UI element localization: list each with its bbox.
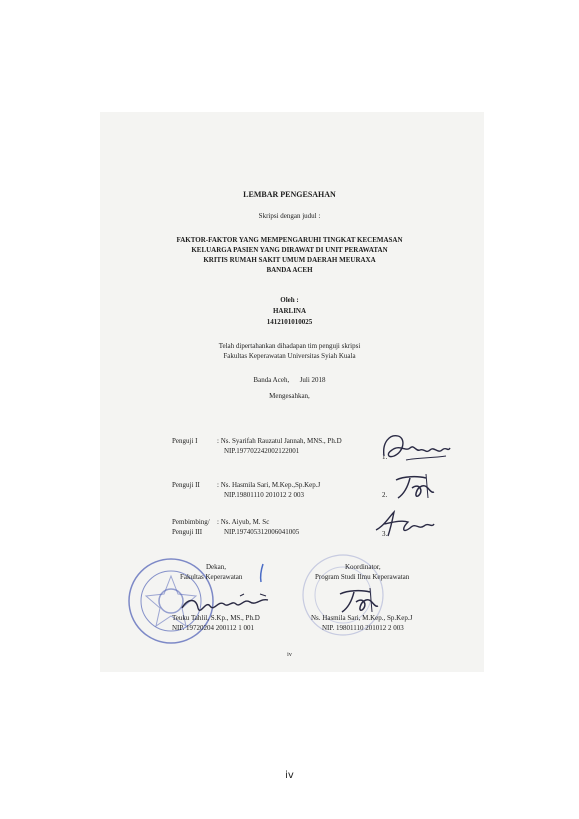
defense-line: Telah dipertahankan dihadapan tim penguji skripsi [218, 342, 361, 350]
approval-label: Mengesahkan, [269, 392, 310, 400]
author-nim: 1412101010025 [266, 318, 313, 326]
examiner-3-number: 3. [382, 530, 388, 538]
examiner-1-nip: NIP.197702242002122001 [224, 447, 300, 455]
thesis-title-line: BANDA ACEH [266, 266, 313, 274]
defense-line: Fakultas Keperawatan Universitas Syiah Kuala [223, 352, 356, 360]
by-label: Oleh : [280, 296, 299, 304]
examiner-1-name: : Ns. Syarifah Rauzatul Jannah, MNS., Ph.D [217, 437, 342, 445]
place-date: Banda Aceh, Juli 2018 [253, 376, 326, 384]
dean-nip: NIP. 19720204 200112 1 001 [172, 624, 254, 632]
examiner-2-role: Penguji II [172, 481, 200, 489]
examiner-2-name: : Ns. Hasmila Sari, M.Kep.,Sp.Kep.J [217, 481, 321, 489]
author-name: HARLINA [272, 307, 307, 315]
thesis-title-line: KRITIS RUMAH SAKIT UMUM DAERAH MEURAXA [203, 256, 376, 264]
coordinator-signature [336, 586, 384, 616]
dean-name: Teuku Tahlil, S.Kp., MS., Ph.D [172, 614, 260, 622]
examiner-1-signature [376, 430, 454, 470]
examiner-3-signature [372, 508, 438, 540]
examiner-3-role: Pembimbing/ [172, 518, 210, 526]
thesis-title-line: FAKTOR-FAKTOR YANG MEMPENGARUHI TINGKAT KECEMASAN [176, 236, 403, 244]
coordinator-title: Koordinator, [345, 563, 381, 571]
pen-mark-icon [256, 562, 268, 586]
page-number: iv [285, 770, 294, 781]
page-title: LEMBAR PENGESAHAN [243, 190, 336, 199]
examiner-2-signature [390, 470, 440, 502]
coordinator-nip: NIP. 19801110 201012 2 003 [322, 624, 404, 632]
thesis-title-line: KELUARGA PASIEN YANG DIRAWAT DI UNIT PERAWATAN [191, 246, 388, 254]
examiner-2-number: 2. [382, 491, 388, 499]
examiner-2-nip: NIP.19801110 201012 2 003 [224, 491, 304, 499]
dean-faculty: Fakultas Keperawatan [180, 573, 243, 581]
examiner-3-name: : Ns. Aiyub, M. Sc [217, 518, 270, 526]
examiner-3-nip: NIP.197405312006041005 [224, 528, 300, 536]
examiner-1-role: Penguji I [172, 437, 198, 445]
scan-page-number: iv [287, 652, 292, 658]
subtitle: Skripsi dengan judul : [258, 212, 321, 220]
examiner-1-number: 1. [382, 453, 388, 461]
coordinator-program: Program Studi Ilmu Keperawatan [315, 573, 410, 581]
coordinator-name: Ns. Hasmila Sari, M.Kep., Sp.Kep.J [311, 614, 413, 622]
examiner-3-role: Penguji III [172, 528, 203, 536]
dean-title: Dekan, [206, 563, 227, 571]
